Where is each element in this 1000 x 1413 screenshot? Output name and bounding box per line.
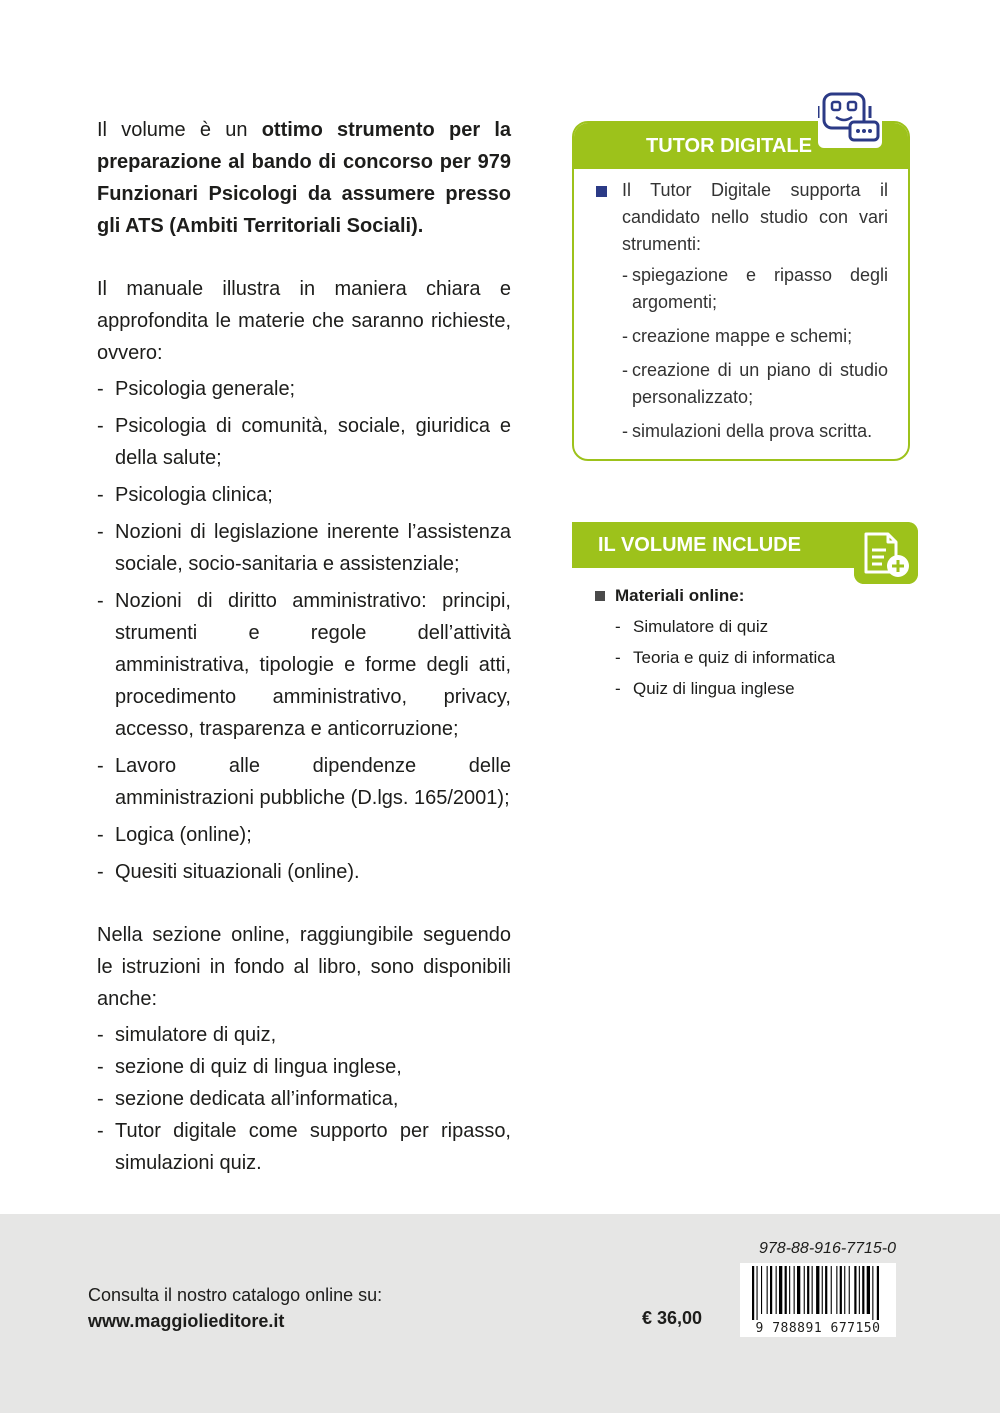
tutor-features-list	[596, 262, 888, 445]
square-bullet-icon	[596, 186, 607, 197]
tutor-body	[574, 169, 908, 445]
tutor-lead-text: Il Tutor Digitale supporta il candidato nello studio con vari strumenti:	[622, 180, 888, 254]
volume-lead	[595, 580, 895, 611]
square-bullet-icon	[595, 591, 605, 601]
barcode-bar	[804, 1266, 805, 1314]
barcode-bar	[859, 1266, 860, 1314]
tutor-digitale-box	[572, 121, 910, 461]
list-item: - Quesiti situazionali (online).	[97, 856, 511, 888]
barcode-bar	[867, 1266, 870, 1314]
main-description	[97, 114, 511, 1179]
volume-include-body	[595, 580, 895, 704]
barcode-bar	[752, 1266, 754, 1320]
list-item: - Simulatore di quiz	[615, 611, 895, 642]
barcode-bar	[797, 1266, 800, 1314]
intro-bold-text: ottimo strumento per la preparazione al bando di concorso per 979 Funzionari Psicologi da assumere presso gli ATS (Ambiti Territoriali Sociali).	[97, 119, 511, 237]
barcode-bar	[794, 1266, 795, 1314]
list-item: - sezione dedicata all’informatica,	[97, 1083, 511, 1115]
barcode-bar	[840, 1266, 842, 1314]
list-item: - simulatore di quiz,	[97, 1019, 511, 1051]
list-item: - Teoria e quiz di informatica	[615, 642, 895, 673]
tutor-lead	[596, 177, 888, 258]
barcode-bar	[877, 1266, 879, 1320]
intro-text: Il volume è un	[97, 119, 262, 141]
barcode-bar	[812, 1266, 813, 1314]
tutor-title: TUTOR DIGITALE	[574, 123, 908, 169]
list-item: - Psicologia generale;	[97, 373, 511, 405]
barcode-icon	[740, 1266, 896, 1322]
barcode-bar	[825, 1266, 827, 1314]
robot-chat-icon	[818, 86, 882, 148]
barcode-bar	[862, 1266, 864, 1314]
barcode-bar	[779, 1266, 782, 1314]
online-lead: Nella sezione online, raggiungibile seguendo le istruzioni in fondo al libro, sono disponibili anche:	[97, 924, 511, 1010]
barcode-bar	[776, 1266, 777, 1314]
barcode-bar	[757, 1266, 758, 1320]
barcode-bar	[844, 1266, 845, 1314]
list-item: - spiegazione e ripasso degli argomenti;	[622, 262, 888, 316]
barcode-bar	[785, 1266, 787, 1314]
price-label: € 36,00	[642, 1308, 703, 1328]
intro-paragraph	[97, 114, 511, 242]
online-list	[97, 1019, 511, 1179]
list-item: - Nozioni di legislazione inerente l’assistenza sociale, socio-sanitaria e assistenziale;	[97, 516, 511, 580]
catalog-info	[88, 1282, 382, 1334]
barcode-bar	[770, 1266, 772, 1314]
document-add-icon	[854, 522, 918, 584]
barcode-bar	[816, 1266, 819, 1314]
list-item: - sezione di quiz di lingua inglese,	[97, 1051, 511, 1083]
barcode-bar	[872, 1266, 873, 1320]
barcode-bar	[822, 1266, 823, 1314]
list-item: - Psicologia clinica;	[97, 479, 511, 511]
subjects-list	[97, 373, 511, 888]
volume-lead-text: Materiali online:	[615, 586, 745, 605]
barcode-bar	[761, 1266, 762, 1314]
list-item: - Psicologia di comunità, sociale, giuridica e della salute;	[97, 410, 511, 474]
list-item: - simulazioni della prova scritta.	[622, 418, 888, 445]
barcode-bar	[854, 1266, 856, 1314]
catalog-text: Consulta il nostro catalogo online su:	[88, 1285, 383, 1305]
footer-band	[0, 1214, 1000, 1413]
barcode-bar	[836, 1266, 837, 1314]
list-item: - creazione mappe e schemi;	[622, 323, 888, 350]
barcode-bar	[831, 1266, 832, 1314]
barcode	[740, 1263, 896, 1337]
barcode-bar	[807, 1266, 809, 1314]
list-item: - creazione di un piano di studio personalizzato;	[622, 357, 888, 411]
barcode-bar	[849, 1266, 850, 1314]
list-item: - Nozioni di diritto amministrativo: principi, strumenti e regole dell’attività amministrativa, tipologie e forme degli atti, procedimento amministrativo, privacy, accesso, trasparenza e anticorruzione;	[97, 585, 511, 745]
volume-include-title: IL VOLUME INCLUDE	[572, 522, 890, 568]
list-item: - Logica (online);	[97, 819, 511, 851]
barcode-bar	[789, 1266, 790, 1314]
isbn-label: 978-88-916-7715-0	[759, 1240, 896, 1257]
volume-materials-list	[595, 611, 895, 704]
barcode-digits: 9 788891 677150	[755, 1321, 881, 1336]
list-item: - Lavoro alle dipendenze delle amministrazioni pubbliche (D.lgs. 165/2001);	[97, 750, 511, 814]
list-item: - Tutor digitale come supporto per ripasso, simulazioni quiz.	[97, 1115, 511, 1179]
publisher-url[interactable]: www.maggiolieditore.it	[88, 1311, 285, 1331]
barcode-bar	[767, 1266, 768, 1314]
list-item: - Quiz di lingua inglese	[615, 673, 895, 704]
manual-lead: Il manuale illustra in maniera chiara e approfondita le materie che saranno richieste, ovvero:	[97, 278, 511, 364]
